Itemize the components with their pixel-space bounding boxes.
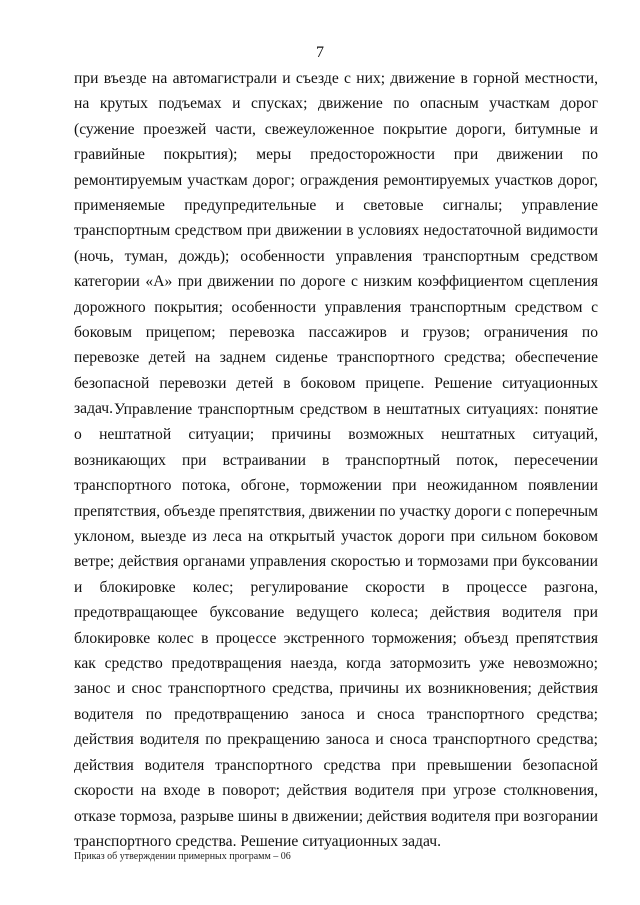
document-footer: Приказ об утверждении примерных программ – 06	[74, 851, 291, 862]
body-paragraph-2: Управление транспортным средством в нештатных ситуациях: понятие о нештатной ситуации; причины возможных нештатных ситуаций, возникающих при встраивании в транспортный поток, пересечении транспортного потока, обгоне, торможении при неожиданном появлении препятствия, объезде препятствия, движении по участку дороги с поперечным уклоном, выезде из леса на открытый участок дороги при сильном боковом ветре; действия органами управления скоростью и тормозами при буксовании и блокировке колес; регулирование скорости в процессе разгона, предотвращающее буксование ведущего колеса; действия водителя при блокировке колес в процессе экстренного торможения; объезд препятствия как средство предотвращения наезда, когда затормозить уже невозможно; занос и снос транспортного средства, причины их возникновения; действия водителя по предотвращению заноса и сноса транспортного средства; действия водителя по прекращению заноса и сноса транспортного средства; действия водителя транспортного средства при превышении безопасной скорости на входе в поворот; действия водителя при угрозе столкновения, отказе тормоза, разрыве шины в движении; действия водителя при возгорании транспортного средства. Решение ситуационных задач.	[74, 401, 598, 850]
page-number: 7	[316, 44, 324, 61]
body-paragraph-1: при въезде на автомагистрали и съезде с них; движение в горной местности, на крутых подъемах и спусках; движение по опасным участкам дорог (сужение проезжей части, свежеуложенное покрытие дороги, битумные и гравийные покрытия); меры предосторожности при движении по ремонтируемым участкам дорог; ограждения ремонтируемых участков дорог, применяемые предупредительные и световые сигналы; управление транспортным средством при движении в условиях недостаточной видимости (ночь, туман, дождь); особенности управления транспортным средством категории «А» при движении по дороге с низким коэффициентом сцепления дорожного покрытия; особенности управления транспортным средством с боковым прицепом; перевозка пассажиров и грузов; ограничения по перевозке детей на заднем сиденье транспортного средства; обеспечение безопасной перевозки детей в боковом прицепе. Решение ситуационных задач.	[74, 70, 598, 418]
